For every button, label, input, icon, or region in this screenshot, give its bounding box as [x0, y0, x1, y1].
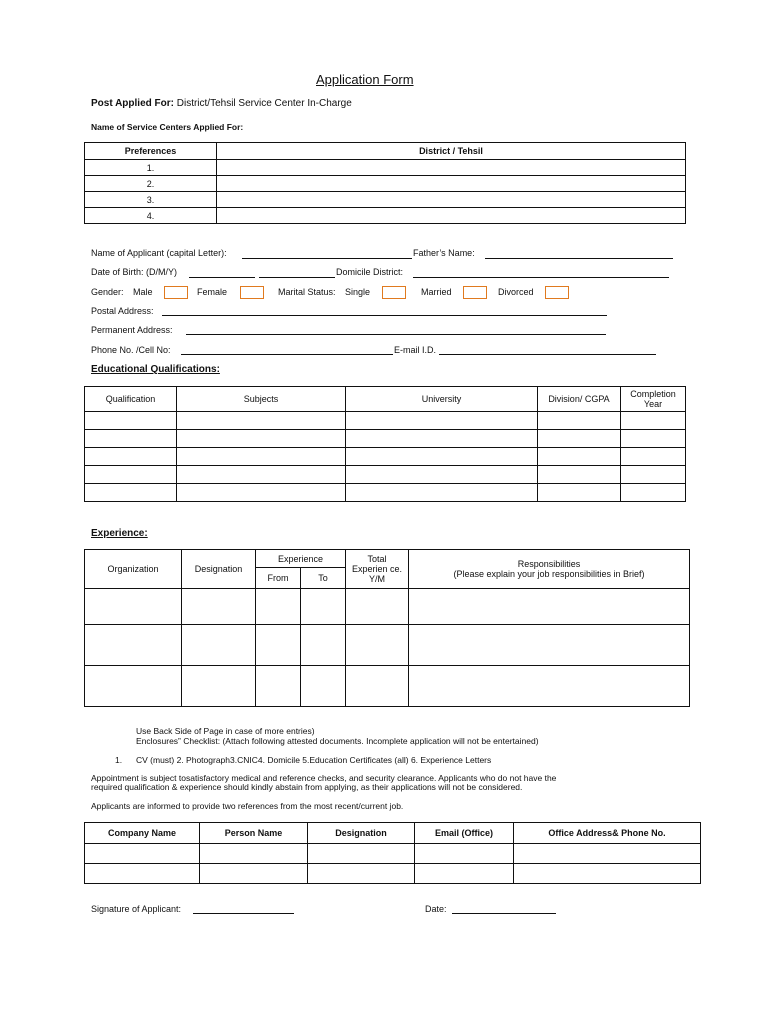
date-label: Date:: [425, 904, 447, 914]
district-tehsil-cell[interactable]: [217, 208, 686, 224]
post-applied-row: [91, 98, 352, 109]
married-label: Married: [421, 287, 452, 297]
education-heading: Educational Qualifications:: [91, 364, 220, 375]
post-applied-label: Post Applied For:: [91, 98, 174, 109]
table-row: [85, 412, 686, 430]
preferences-header: Preferences: [85, 143, 217, 160]
permanent-address-field[interactable]: [186, 334, 606, 335]
table-row: [85, 625, 690, 666]
applicant-name-field[interactable]: [242, 258, 412, 259]
divorced-label: Divorced: [498, 287, 534, 297]
preference-number: 1.: [85, 160, 217, 176]
father-name-field[interactable]: [485, 258, 673, 259]
permanent-address-label: Permanent Address:: [91, 325, 173, 335]
date-field[interactable]: [452, 913, 556, 914]
form-title: Application Form: [316, 72, 414, 87]
references-table: [84, 822, 701, 884]
division-header: Division/ CGPA: [538, 387, 621, 412]
dob-field-2[interactable]: [259, 277, 335, 278]
email-label: E-mail I.D.: [394, 345, 437, 355]
father-name-label: Father’s Name:: [413, 248, 475, 258]
table-row: [85, 430, 686, 448]
experience-table: [84, 549, 690, 707]
appointment-note-line-1: Appointment is subject tosatisfactory medical and reference checks, and security clearance. Applicants who do not have the: [91, 773, 557, 783]
checklist-items: CV (must) 2. Photograph3.CNIC4. Domicile 5.Education Certificates (all) 6. Experience Letters: [136, 755, 492, 765]
experience-heading: Experience:: [91, 528, 148, 539]
postal-address-label: Postal Address:: [91, 306, 154, 316]
designation-header: Designation: [182, 550, 256, 589]
male-label: Male: [133, 287, 153, 297]
appointment-note-line-2: required qualification & experience should kindly abstain from applying, as their applications will not be considered.: [91, 782, 523, 792]
checklist-number: 1.: [115, 755, 123, 765]
table-row: [85, 589, 690, 625]
gender-label: Gender:: [91, 287, 124, 297]
district-tehsil-cell[interactable]: [217, 192, 686, 208]
subjects-header: Subjects: [177, 387, 346, 412]
district-tehsil-header: District / Tehsil: [217, 143, 686, 160]
education-table: [84, 386, 686, 502]
email-office-header: Email (Office): [415, 823, 514, 844]
single-checkbox[interactable]: [382, 286, 406, 299]
service-centers-label: Name of Service Centers Applied For:: [91, 122, 244, 132]
divorced-checkbox[interactable]: [545, 286, 569, 299]
post-applied-value: District/Tehsil Service Center In-Charge: [176, 98, 352, 109]
female-label: Female: [197, 287, 228, 297]
marital-status-label: Marital Status:: [278, 287, 336, 297]
completion-year-header: Completion Year: [621, 387, 686, 412]
responsibilities-header: [409, 550, 690, 589]
back-side-note: Use Back Side of Page in case of more entries): [136, 726, 315, 736]
married-checkbox[interactable]: [463, 286, 487, 299]
office-address-header: Office Address& Phone No.: [514, 823, 701, 844]
qualification-header: Qualification: [85, 387, 177, 412]
preference-number: 3.: [85, 192, 217, 208]
table-row: [85, 666, 690, 707]
district-tehsil-cell[interactable]: [217, 176, 686, 192]
applicant-name-label: Name of Applicant (capital Letter):: [91, 248, 227, 258]
preference-number: 4.: [85, 208, 217, 224]
experience-header: Experience: [256, 550, 346, 568]
preferences-table: [84, 142, 686, 224]
dob-label: Date of Birth: (D/M/Y): [91, 267, 178, 277]
enclosures-note: Enclosures” Checklist: (Attach following attested documents. Incomplete application will not be entertained): [136, 736, 539, 746]
postal-address-field[interactable]: [162, 315, 607, 316]
table-row: [85, 844, 701, 864]
responsibilities-note: (Please explain your job responsibilities in Brief): [453, 569, 645, 579]
responsibilities-title: Responsibilities: [517, 559, 581, 569]
email-field[interactable]: [439, 354, 656, 355]
district-tehsil-cell[interactable]: [217, 160, 686, 176]
domicile-field[interactable]: [413, 277, 669, 278]
company-name-header: Company Name: [85, 823, 200, 844]
phone-label: Phone No. /Cell No:: [91, 345, 171, 355]
signature-label: Signature of Applicant:: [91, 904, 182, 914]
female-checkbox[interactable]: [240, 286, 264, 299]
single-label: Single: [345, 287, 371, 297]
phone-field[interactable]: [181, 354, 393, 355]
table-row: [85, 484, 686, 502]
references-note: Applicants are informed to provide two references from the most recent/current job.: [91, 801, 404, 811]
university-header: University: [346, 387, 538, 412]
from-header: From: [256, 568, 301, 589]
organization-header: Organization: [85, 550, 182, 589]
signature-field[interactable]: [193, 913, 294, 914]
person-name-header: Person Name: [200, 823, 308, 844]
designation-header: Designation: [308, 823, 415, 844]
total-experience-header: Total Experien ce. Y/M: [346, 550, 409, 589]
table-row: [85, 864, 701, 884]
table-row: [85, 466, 686, 484]
domicile-label: Domicile District:: [336, 267, 404, 277]
dob-field[interactable]: [189, 277, 255, 278]
preference-number: 2.: [85, 176, 217, 192]
male-checkbox[interactable]: [164, 286, 188, 299]
to-header: To: [301, 568, 346, 589]
table-row: [85, 448, 686, 466]
